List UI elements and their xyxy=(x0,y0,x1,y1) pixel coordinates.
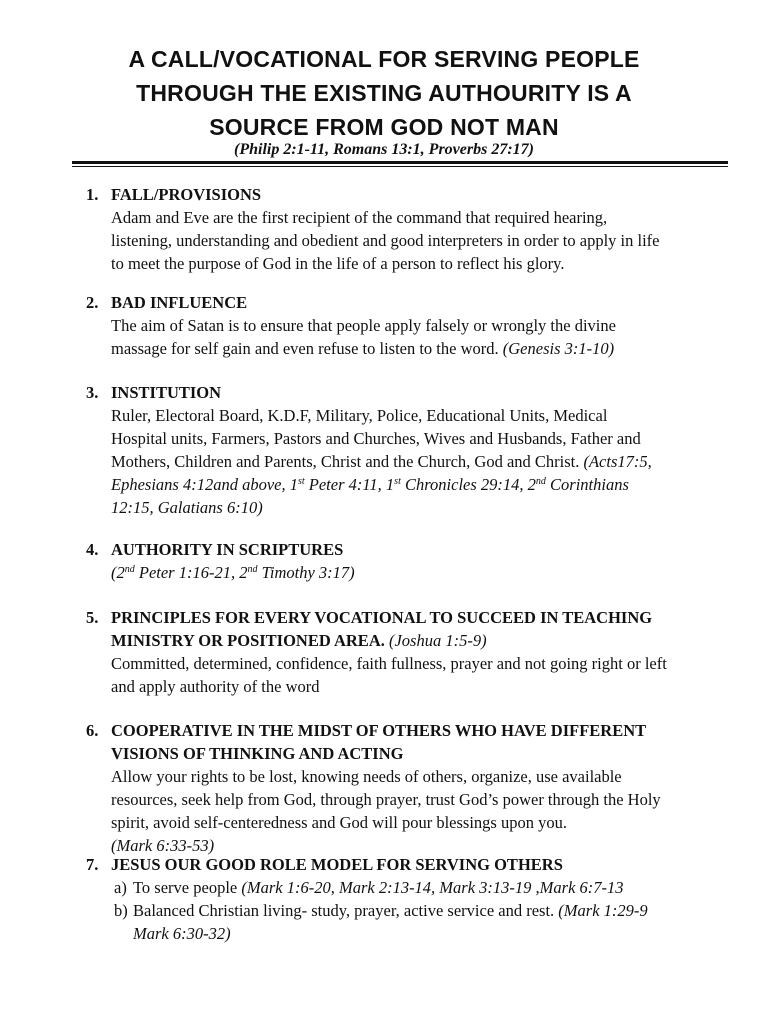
item-number: 7. xyxy=(86,855,99,874)
paragraph-line: The aim of Satan is to ensure that people apply falsely or wrongly the divine xyxy=(111,316,616,335)
section-item xyxy=(86,538,726,584)
scripture-reference-line: Ephesians 4:12and above, 1st Peter 4:11, 1st Chronicles 29:14, 2nd Corinthians xyxy=(111,475,629,494)
scripture-reference-line: (2nd Peter 1:16-21, 2nd Timothy 3:17) xyxy=(111,563,355,582)
sub-item xyxy=(114,899,726,945)
item-number: 5. xyxy=(86,608,99,627)
sub-item-text: To serve people xyxy=(133,878,242,897)
title-line: A CALL/VOCATIONAL FOR SERVING PEOPLE xyxy=(128,46,640,72)
scripture-reference: Mark 6:30-32) xyxy=(133,924,231,943)
section-item xyxy=(86,381,726,519)
paragraph-line: Hospital units, Farmers, Pastors and Churches, Wives and Husbands, Father and xyxy=(111,429,641,448)
section-heading: PRINCIPLES FOR EVERY VOCATIONAL TO SUCCEED IN TEACHING xyxy=(111,608,653,627)
paragraph-line: Committed, determined, confidence, faith fullness, prayer and not going right or left xyxy=(111,654,667,673)
section-heading: VISIONS OF THINKING AND ACTING xyxy=(111,744,404,763)
paragraph-line: to meet the purpose of God in the life of a person to reflect his glory. xyxy=(111,254,565,273)
item-number: 3. xyxy=(86,383,99,402)
document-title xyxy=(60,42,708,144)
item-number: 4. xyxy=(86,540,99,559)
paragraph-line: spirit, avoid self-centeredness and God will pour blessings upon you. xyxy=(111,813,567,832)
section-item xyxy=(86,606,726,698)
paragraph-line: Allow your rights to be lost, knowing needs of others, organize, use available xyxy=(111,767,622,786)
item-number: 2. xyxy=(86,293,99,312)
section-heading: FALL/PROVISIONS xyxy=(111,185,262,204)
sub-item-label: b) xyxy=(114,901,128,920)
paragraph-line: and apply authority of the word xyxy=(111,677,320,696)
section-heading: JESUS OUR GOOD ROLE MODEL FOR SERVING OTHERS xyxy=(111,855,563,874)
title-line: THROUGH THE EXISTING AUTHOURITY IS A xyxy=(136,80,632,106)
section-heading: AUTHORITY IN SCRIPTURES xyxy=(111,540,344,559)
paragraph-line: listening, understanding and obedient and good interpreters in order to apply in life xyxy=(111,231,660,250)
scripture-reference: (Mark 1:6-20, Mark 2:13-14, Mark 3:13-19 ,Mark 6:7-13 xyxy=(241,878,624,897)
paragraph-line: Ruler, Electoral Board, K.D.F, Military, Police, Educational Units, Medical xyxy=(111,406,608,425)
scripture-reference: (Acts17:5, xyxy=(583,452,652,471)
section-heading: INSTITUTION xyxy=(111,383,222,402)
paragraph-line: Adam and Eve are the first recipient of the command that required hearing, xyxy=(111,208,608,227)
sub-item-text: Balanced Christian living- study, prayer, active service and rest. xyxy=(133,901,559,920)
paragraph-line: resources, seek help from God, through prayer, trust God’s power through the Holy xyxy=(111,790,661,809)
section-heading: COOPERATIVE IN THE MIDST OF OTHERS WHO HAVE DIFFERENT xyxy=(111,721,647,740)
title-divider-thin xyxy=(72,166,728,167)
scripture-reference: (Mark 6:33-53) xyxy=(111,836,215,855)
section-heading: BAD INFLUENCE xyxy=(111,293,248,312)
scripture-reference: (Joshua 1:5-9) xyxy=(388,631,487,650)
item-number: 6. xyxy=(86,721,99,740)
section-item xyxy=(86,853,726,945)
title-divider xyxy=(72,161,728,164)
section-item xyxy=(86,719,726,857)
scripture-reference: (Genesis 3:1-10) xyxy=(502,339,615,358)
section-item xyxy=(86,291,726,360)
section-heading: MINISTRY OR POSITIONED AREA. xyxy=(111,631,385,650)
item-number: 1. xyxy=(86,185,99,204)
title-line: SOURCE FROM GOD NOT MAN xyxy=(209,114,559,140)
paragraph-line: Mothers, Children and Parents, Christ and the Church, God and Christ. xyxy=(111,452,580,471)
title-references: (Philip 2:1-11, Romans 13:1, Proverbs 27:17) xyxy=(234,141,534,158)
paragraph-line: massage for self gain and even refuse to listen to the word. xyxy=(111,339,499,358)
sub-item-label: a) xyxy=(114,878,127,897)
sub-item xyxy=(114,876,726,899)
scripture-reference: (Mark 1:29-9 xyxy=(558,901,648,920)
section-item xyxy=(86,183,726,275)
scripture-reference-line: 12:15, Galatians 6:10) xyxy=(111,498,263,517)
